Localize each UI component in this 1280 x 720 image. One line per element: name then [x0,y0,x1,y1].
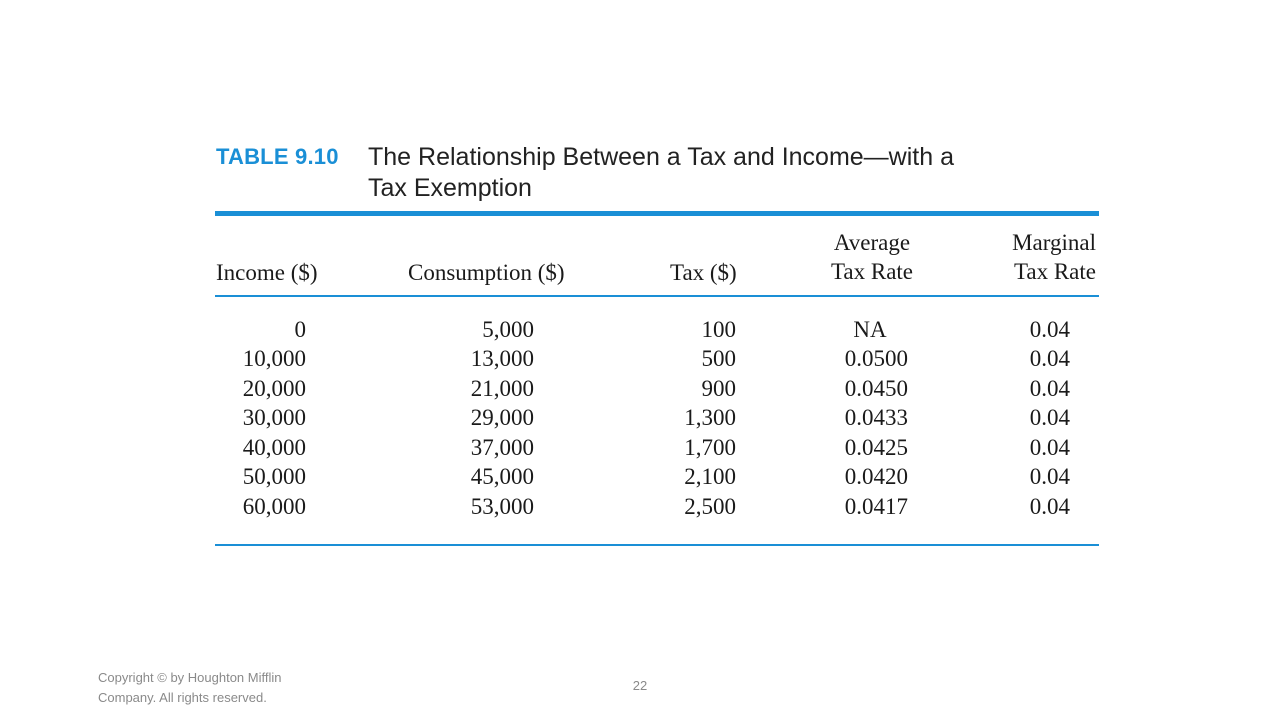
cell-consumption: 53,000 [470,494,534,519]
cell-consumption: 29,000 [470,405,534,430]
header-marginal-line-2: Tax Rate [1013,259,1096,284]
cell-marginal-tax-rate: 0.04 [1029,317,1070,342]
table-row [0,403,1280,433]
top-rule [215,211,1099,216]
cell-average-tax-rate: 0.0420 [844,464,908,489]
cell-marginal-tax-rate: 0.04 [1029,464,1070,489]
cell-marginal-tax-rate: 0.04 [1029,494,1070,519]
cell-average-tax-rate: 0.0450 [844,376,908,401]
cell-income: 30,000 [242,405,306,430]
cell-income: 60,000 [242,494,306,519]
table-row [0,433,1280,463]
cell-income: 50,000 [242,464,306,489]
cell-tax: 1,300 [684,405,736,430]
copyright-line-1: Copyright © by Houghton Mifflin [98,670,282,685]
table-row [0,492,1280,522]
cell-marginal-tax-rate: 0.04 [1029,376,1070,401]
cell-income: 40,000 [242,435,306,460]
table-title [368,142,1088,204]
table-title-line-2: Tax Exemption [368,174,532,202]
cell-consumption: 13,000 [470,346,534,371]
cell-tax: 1,700 [684,435,736,460]
cell-marginal-tax-rate: 0.04 [1029,435,1070,460]
cell-tax: 500 [701,346,736,371]
header-marginal-tax-rate [996,228,1096,286]
table-row [0,315,1280,345]
cell-income: 20,000 [242,376,306,401]
cell-average-tax-rate: NA [853,317,887,342]
header-marginal-line-1: Marginal [1012,230,1096,255]
table-row [0,344,1280,374]
table-title-line-1: The Relationship Between a Tax and Income—with a [368,143,954,171]
cell-average-tax-rate: 0.0417 [844,494,908,519]
copyright-line-2: Company. All rights reserved. [98,690,267,705]
table-row [0,374,1280,404]
cell-consumption: 5,000 [482,317,534,342]
cell-marginal-tax-rate: 0.04 [1029,346,1070,371]
cell-average-tax-rate: 0.0425 [844,435,908,460]
copyright-notice [98,668,338,708]
table-row [0,462,1280,492]
cell-tax: 2,100 [684,464,736,489]
header-average-tax-rate [826,228,918,286]
cell-consumption: 37,000 [470,435,534,460]
table-label: TABLE 9.10 [216,144,339,169]
cell-average-tax-rate: 0.0500 [844,346,908,371]
cell-average-tax-rate: 0.0433 [844,405,908,430]
cell-income: 0 [294,317,306,342]
header-consumption: Consumption ($) [408,260,565,285]
header-average-line-1: Average [833,230,911,255]
cell-tax: 900 [701,376,736,401]
cell-tax: 100 [701,317,736,342]
bottom-rule [215,544,1099,546]
header-average-line-2: Tax Rate [830,259,914,284]
cell-marginal-tax-rate: 0.04 [1029,405,1070,430]
header-tax: Tax ($) [670,260,737,285]
cell-tax: 2,500 [684,494,736,519]
header-income: Income ($) [216,260,318,285]
page-number: 22 [632,678,648,693]
cell-income: 10,000 [242,346,306,371]
cell-consumption: 21,000 [470,376,534,401]
cell-consumption: 45,000 [470,464,534,489]
header-rule [215,295,1099,297]
